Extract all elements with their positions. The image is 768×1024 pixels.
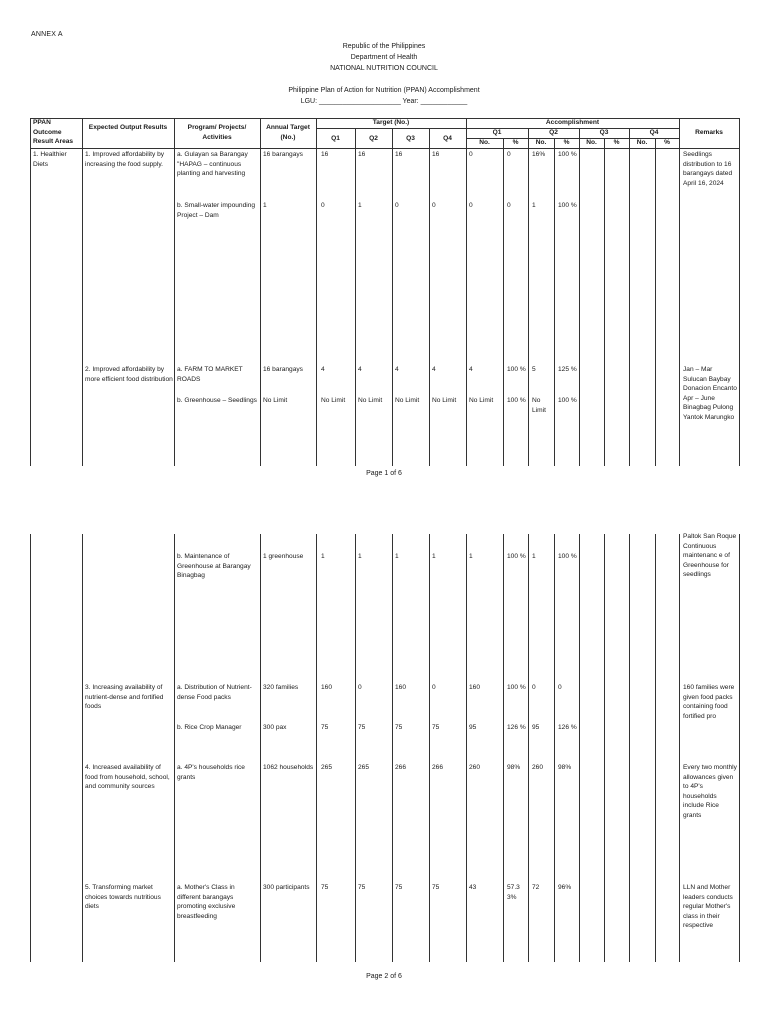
header-q2-pct: % <box>563 139 570 146</box>
target-q1: 75 <box>321 884 329 891</box>
target-q2: No Limit <box>358 397 383 404</box>
program-activity: b. Maintenance of Greenhouse at Barangay Binagbag <box>177 553 251 580</box>
acc-q1-pct: 57.3 3% <box>507 884 520 901</box>
acc-q1-pct: 100 % <box>507 553 526 560</box>
header-target-q1: Q1 <box>331 135 340 142</box>
remarks: Every two monthly allowances given to 4P's households include Rice grants <box>683 764 737 819</box>
target-q4: 75 <box>432 884 440 891</box>
header-q3-no: No. <box>586 139 597 146</box>
header-council: NATIONAL NUTRITION COUNCIL <box>330 65 438 72</box>
acc-q1-pct: 0 <box>507 202 511 209</box>
target-q4: 0 <box>432 684 436 691</box>
annual-target: No Limit <box>263 397 288 404</box>
target-q2: 1 <box>358 202 362 209</box>
header-q3-pct: % <box>613 139 620 146</box>
acc-q2-pct: 0 <box>558 684 562 691</box>
acc-q1-no: 4 <box>469 366 473 373</box>
ppan-area-healthier-diets: 1. Healthier Diets <box>33 151 67 168</box>
acc-q1-pct: 98% <box>507 764 521 771</box>
target-q2: 0 <box>358 684 362 691</box>
header-accomplishment: Accomplishment <box>545 119 600 126</box>
target-q1: 265 <box>321 764 333 771</box>
header-acc-q2: Q2 <box>549 129 558 136</box>
expected-output: 4. Increased availability of food from household, school, and community sources <box>85 764 170 791</box>
document-title: Philippine Plan of Action for Nutrition (PPAN) Accomplishment <box>288 87 480 94</box>
target-q2: 265 <box>358 764 370 771</box>
program-activity: b. Small-water impounding Project – Dam <box>177 202 256 219</box>
header-republic: Republic of the Philippines <box>342 43 426 50</box>
target-q3: 160 <box>395 684 407 691</box>
page-2-footer: Page 2 of 6 <box>366 973 402 980</box>
acc-q2-no: 1 <box>532 553 536 560</box>
acc-q1-no: 1 <box>469 553 473 560</box>
target-q2: 4 <box>358 366 362 373</box>
target-q4: 4 <box>432 366 436 373</box>
program-activity: b. Rice Crop Manager <box>177 724 242 731</box>
target-q3: 266 <box>395 764 407 771</box>
lgu-year-line: LGU: _____________________ Year: ____________ <box>300 98 468 105</box>
annual-target: 1 greenhouse <box>263 553 304 560</box>
acc-q2-no: 1 <box>532 202 536 209</box>
expected-output: 1. Improved affordability by increasing the food supply. <box>85 151 165 168</box>
target-q4: 0 <box>432 202 436 209</box>
header-remarks: Remarks <box>695 129 723 136</box>
remarks: Jan – Mar Sulucan Baybay Donacion Encanto Apr – June Binagbag Pulong Yantok Marungko <box>683 366 737 421</box>
acc-q1-pct: 0 <box>507 151 511 158</box>
program-activity: a. 4P's households rice grants <box>177 764 245 781</box>
acc-q1-no: 95 <box>469 724 477 731</box>
target-q1: 0 <box>321 202 325 209</box>
header-program: Program/ Projects/ Activities <box>187 124 247 141</box>
header-acc-q1: Q1 <box>492 129 502 136</box>
acc-q2-pct: 98% <box>558 764 572 771</box>
annual-target: 300 participants <box>263 884 310 891</box>
header-q1-no: No. <box>479 139 490 146</box>
target-q3: 0 <box>395 202 399 209</box>
annual-target: 300 pax <box>263 724 287 731</box>
acc-q2-pct: 126 % <box>558 724 577 731</box>
target-q1: 4 <box>321 366 325 373</box>
acc-q1-no: 0 <box>469 202 473 209</box>
annex-label: ANNEX A <box>31 31 63 38</box>
header-annual: Annual Target (No.) <box>266 124 310 141</box>
acc-q2-pct: 100 % <box>558 553 577 560</box>
header-q1-pct: % <box>512 139 519 146</box>
acc-q2-pct: 100 % <box>558 202 577 209</box>
target-q3: 75 <box>395 724 403 731</box>
annual-target: 1062 households <box>263 764 314 771</box>
header-department: Department of Health <box>350 54 418 61</box>
target-q4: 75 <box>432 724 440 731</box>
target-q1: 1 <box>321 553 325 560</box>
acc-q1-pct: 100 % <box>507 366 526 373</box>
expected-output: 2. Improved affordability by more efficient food distribution <box>85 366 173 383</box>
target-q1: No Limit <box>321 397 346 404</box>
acc-q2-pct: 100 % <box>558 397 577 404</box>
acc-q1-no: No Limit <box>469 397 494 404</box>
program-activity: a. FARM TO MARKET ROADS <box>177 366 243 383</box>
acc-q1-pct: 100 % <box>507 397 526 404</box>
target-q3: 4 <box>395 366 399 373</box>
target-q3: 16 <box>395 151 403 158</box>
remarks: Seedlings distribution to 16 barangays dated April 16, 2024 <box>683 151 733 187</box>
acc-q1-pct: 100 % <box>507 684 526 691</box>
target-q1: 160 <box>321 684 333 691</box>
header-acc-q3: Q3 <box>599 129 609 136</box>
target-q3: 75 <box>395 884 403 891</box>
target-q4: 1 <box>432 553 436 560</box>
program-activity: a. Distribution of Nutrient-dense Food packs <box>177 684 252 701</box>
acc-q2-no: No Limit <box>532 397 546 414</box>
acc-q2-no: 260 <box>532 764 544 771</box>
header-q2-no: No. <box>535 139 547 146</box>
target-q3: No Limit <box>395 397 420 404</box>
program-activity: b. Greenhouse – Seedlings <box>177 397 257 404</box>
target-q1: 16 <box>321 151 329 158</box>
target-q1: 75 <box>321 724 329 731</box>
annual-target: 16 barangays <box>263 151 303 158</box>
expected-output: 3. Increasing availability of nutrient-dense and fortified foods <box>85 684 164 711</box>
header-acc-q4: Q4 <box>649 129 659 136</box>
acc-q1-no: 260 <box>469 764 481 771</box>
acc-q1-no: 0 <box>469 151 473 158</box>
page-1-footer: Page 1 of 6 <box>366 470 402 477</box>
annual-target: 1 <box>263 202 267 209</box>
target-q2: 1 <box>358 553 362 560</box>
remarks: Paltok San Roque Continuous maintenanc e of Greenhouse for seedlings <box>683 533 737 579</box>
acc-q2-pct: 125 % <box>558 366 577 373</box>
target-q4: 16 <box>432 151 440 158</box>
header-expected: Expected Output Results <box>88 124 168 131</box>
acc-q2-pct: 96% <box>558 884 572 891</box>
header-q4-pct: % <box>664 139 670 146</box>
header-ppan: PPAN Outcome Result Areas <box>33 119 74 146</box>
acc-q2-pct: 100 % <box>558 151 577 158</box>
acc-q1-no: 160 <box>469 684 481 691</box>
annual-target: 320 families <box>263 684 299 691</box>
target-q3: 1 <box>395 553 399 560</box>
target-q2: 16 <box>358 151 366 158</box>
target-q2: 75 <box>358 724 366 731</box>
header-target-q4: Q4 <box>443 135 452 142</box>
header-target-q2: Q2 <box>369 135 378 142</box>
acc-q2-no: 0 <box>532 684 536 691</box>
target-q2: 75 <box>358 884 366 891</box>
target-q4: No Limit <box>432 397 457 404</box>
header-q4-no: No. <box>636 139 648 146</box>
header-target-q3: Q3 <box>406 135 415 142</box>
remarks: LLN and Mother leaders conducts regular Mother's class in their respective <box>683 884 733 930</box>
target-q4: 266 <box>432 764 444 771</box>
acc-q2-no: 95 <box>532 724 540 731</box>
expected-output: 5. Transforming market choices towards nutritious diets <box>85 884 161 911</box>
program-activity: a. Gulayan sa Barangay "HAPAG – continuous planting and harvesting <box>177 151 248 178</box>
acc-q2-no: 72 <box>532 884 540 891</box>
annual-target: 16 barangays <box>263 366 303 373</box>
program-activity: a. Mother's Class in different barangays promoting exclusive breastfeeding <box>177 884 236 920</box>
acc-q2-no: 16% <box>532 151 546 158</box>
header-target: Target (No.) <box>372 119 410 126</box>
acc-q2-no: 5 <box>532 366 536 373</box>
acc-q1-no: 43 <box>469 884 477 891</box>
acc-q1-pct: 126 % <box>507 724 526 731</box>
remarks: 160 families were given food packs containing food fortified pro <box>683 684 735 720</box>
